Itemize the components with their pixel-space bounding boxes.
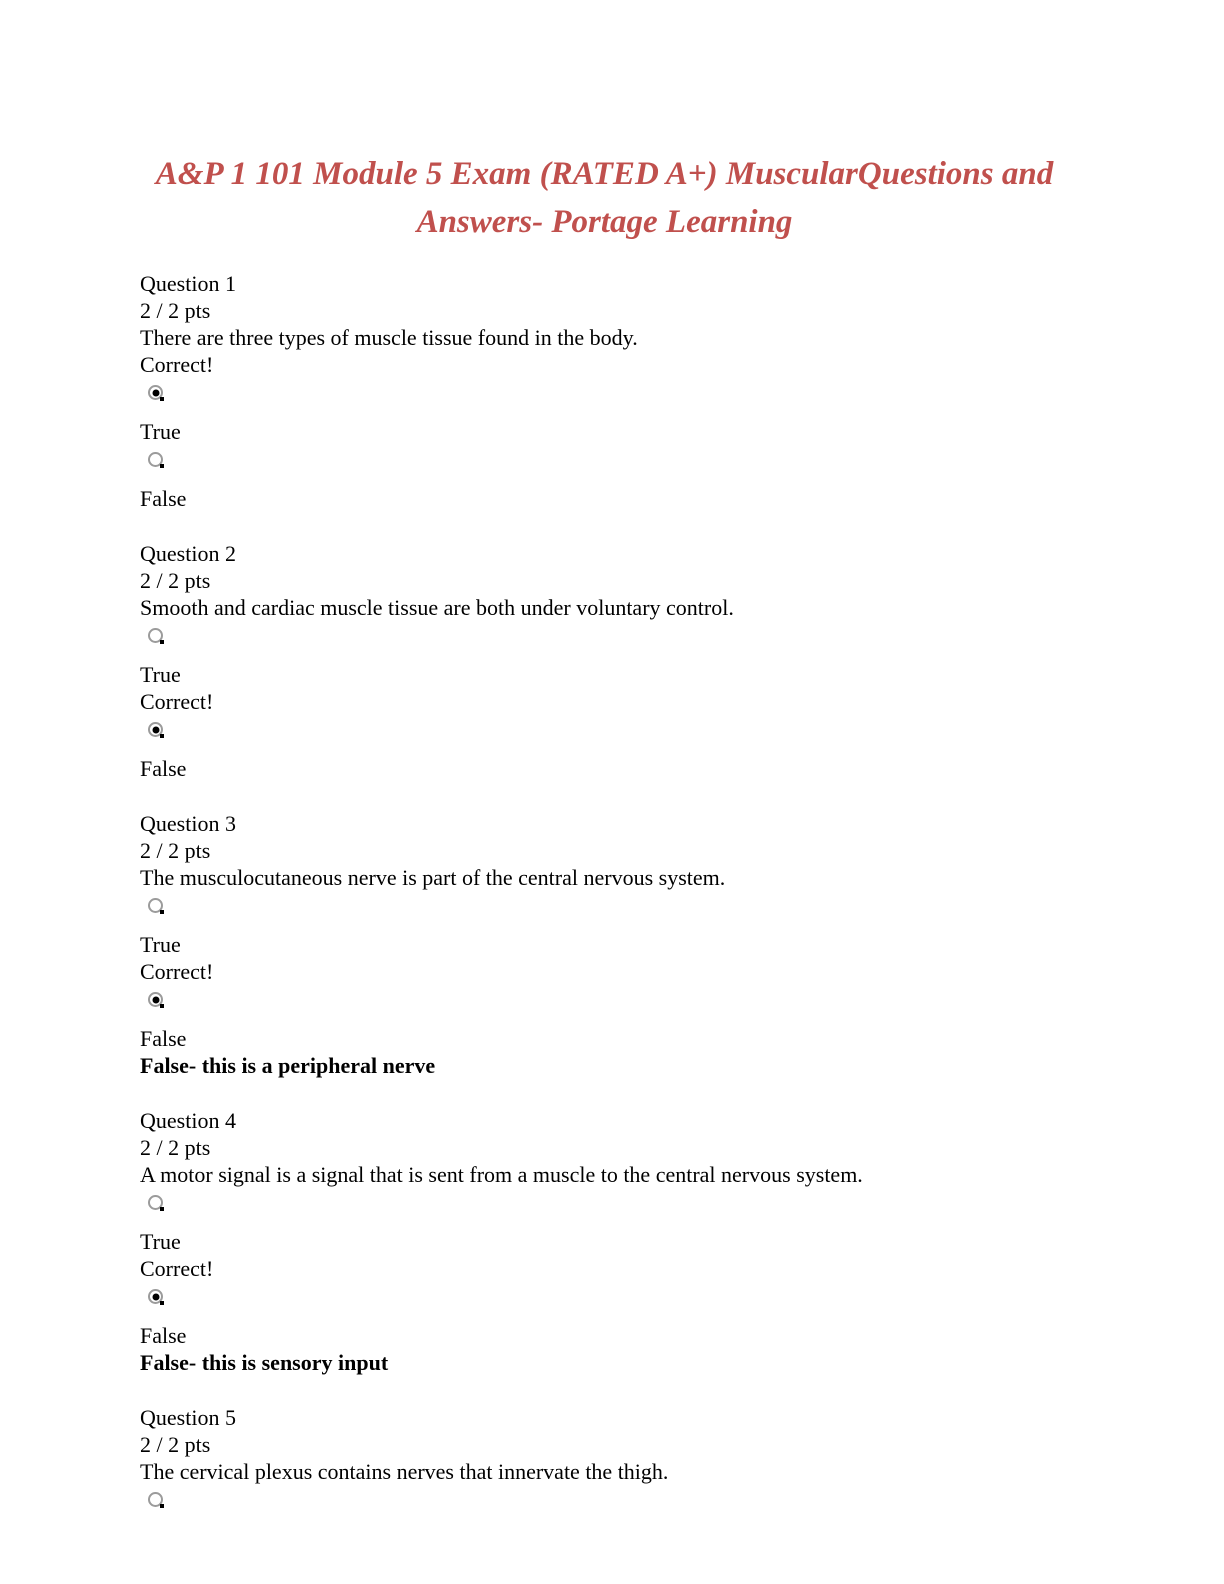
question-block	[140, 810, 1100, 1079]
question-number: Question 3	[140, 811, 236, 836]
answer-option-radio[interactable]	[140, 715, 1100, 755]
radio-unselected-icon[interactable]	[148, 452, 163, 467]
questions-list	[140, 270, 1100, 1525]
answer-option-radio[interactable]	[140, 891, 1100, 931]
question-number: Question 5	[140, 1405, 236, 1430]
answer-option-label: True	[140, 932, 181, 957]
question-block	[140, 270, 1100, 512]
answer-option-label: False	[140, 756, 187, 781]
page-title	[137, 150, 1072, 246]
question-feedback: Correct!	[140, 352, 214, 377]
radio-selected-icon[interactable]	[148, 1289, 163, 1304]
question-prompt: The cervical plexus contains nerves that innervate the thigh.	[140, 1459, 669, 1484]
answer-option-label: False	[140, 1026, 187, 1051]
question-number: Question 1	[140, 271, 236, 296]
question-block	[140, 540, 1100, 782]
radio-unselected-icon[interactable]	[148, 628, 163, 643]
question-note: False- this is a peripheral nerve	[140, 1053, 436, 1078]
question-prompt: A motor signal is a signal that is sent from a muscle to the central nervous system.	[140, 1162, 863, 1187]
answer-option-label: True	[140, 662, 181, 687]
question-prompt: There are three types of muscle tissue found in the body.	[140, 325, 638, 350]
question-points: 2 / 2 pts	[140, 838, 211, 863]
answer-option-label: True	[140, 1229, 181, 1254]
radio-selected-icon[interactable]	[148, 992, 163, 1007]
radio-unselected-icon[interactable]	[148, 1492, 163, 1507]
answer-option-radio[interactable]	[140, 1485, 1100, 1525]
answer-option-radio[interactable]	[140, 445, 1100, 485]
question-block	[140, 1404, 1100, 1525]
radio-selected-icon[interactable]	[148, 385, 163, 400]
question-points: 2 / 2 pts	[140, 1432, 211, 1457]
question-prompt: The musculocutaneous nerve is part of the central nervous system.	[140, 865, 726, 890]
question-points: 2 / 2 pts	[140, 298, 211, 323]
answer-option-radio[interactable]	[140, 378, 1100, 418]
answer-option-radio[interactable]	[140, 621, 1100, 661]
question-number: Question 2	[140, 541, 236, 566]
question-feedback: Correct!	[140, 689, 214, 714]
answer-option-radio[interactable]	[140, 1188, 1100, 1228]
question-note: False- this is sensory input	[140, 1350, 389, 1375]
question-block	[140, 1107, 1100, 1376]
question-points: 2 / 2 pts	[140, 1135, 211, 1160]
page-title-line-2: and Answers- Portage Learning	[416, 156, 1054, 240]
question-feedback: Correct!	[140, 1256, 214, 1281]
answer-option-label: True	[140, 419, 181, 444]
question-prompt: Smooth and cardiac muscle tissue are both under voluntary control.	[140, 595, 734, 620]
answer-option-radio[interactable]	[140, 1282, 1100, 1322]
answer-option-label: False	[140, 486, 187, 511]
radio-unselected-icon[interactable]	[148, 1195, 163, 1210]
answer-option-radio[interactable]	[140, 985, 1100, 1025]
radio-selected-icon[interactable]	[148, 722, 163, 737]
question-number: Question 4	[140, 1108, 236, 1133]
question-feedback: Correct!	[140, 959, 214, 984]
page-title-line-1: A&P 1 101 Module 5 Exam (RATED A+) MuscularQuestions	[155, 156, 994, 192]
question-points: 2 / 2 pts	[140, 568, 211, 593]
answer-option-label: False	[140, 1323, 187, 1348]
radio-unselected-icon[interactable]	[148, 898, 163, 913]
